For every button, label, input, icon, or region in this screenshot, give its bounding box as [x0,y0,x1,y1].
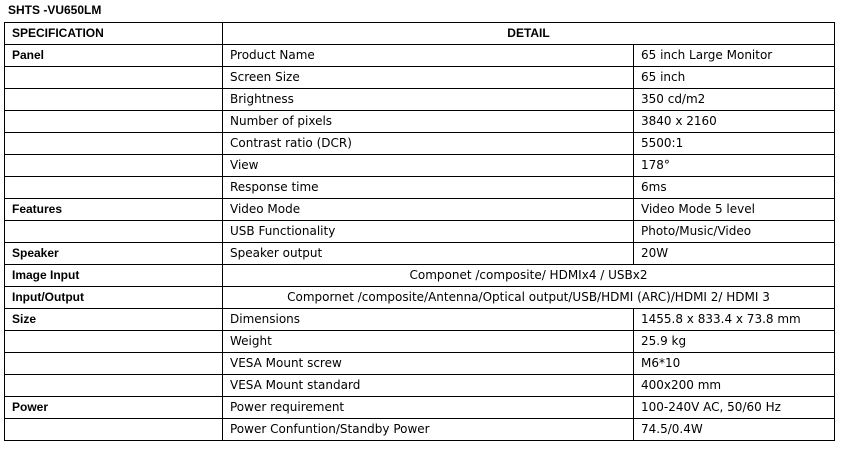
category-cell [5,419,223,441]
item-value-cell: 400x200 mm [634,375,835,397]
item-name-cell: View [223,155,634,177]
table-row [5,353,835,375]
item-value-cell: M6*10 [634,353,835,375]
spec-table [4,22,835,441]
item-name-cell: Power Confuntion/Standby Power [223,419,634,441]
category-cell: Image Input [5,265,223,287]
table-row [5,199,835,221]
table-body [5,45,835,441]
detail-span-cell: Componet /composite/ HDMIx4 / USBx2 [223,265,835,287]
table-row [5,155,835,177]
item-value-cell: 25.9 kg [634,331,835,353]
item-name-cell: Power requirement [223,397,634,419]
item-name-cell: Video Mode [223,199,634,221]
item-name-cell: USB Functionality [223,221,634,243]
item-name-cell: Dimensions [223,309,634,331]
table-row [5,287,835,309]
table-row [5,221,835,243]
category-cell: Size [5,309,223,331]
table-row [5,309,835,331]
category-cell [5,177,223,199]
table-header-row [5,23,835,45]
detail-span-cell: Compornet /composite/Antenna/Optical output/USB/HDMI (ARC)/HDMI 2/ HDMI 3 [223,287,835,309]
item-value-cell: 20W [634,243,835,265]
document-title: SHTS -VU650LM [8,3,102,17]
category-cell: Input/Output [5,287,223,309]
item-name-cell: Number of pixels [223,111,634,133]
table-row [5,45,835,67]
item-name-cell: Response time [223,177,634,199]
category-cell [5,133,223,155]
item-value-cell: 65 inch Large Monitor [634,45,835,67]
category-cell [5,67,223,89]
header-detail: DETAIL [223,23,835,45]
item-name-cell: VESA Mount screw [223,353,634,375]
item-name-cell: Product Name [223,45,634,67]
table-row [5,331,835,353]
table-row [5,133,835,155]
item-name-cell: Speaker output [223,243,634,265]
table-row [5,265,835,287]
item-value-cell: Photo/Music/Video [634,221,835,243]
item-name-cell: Brightness [223,89,634,111]
category-cell [5,111,223,133]
category-cell [5,375,223,397]
category-cell: Panel [5,45,223,67]
table-row [5,419,835,441]
header-specification: SPECIFICATION [5,23,223,45]
category-cell: Power [5,397,223,419]
category-cell: Features [5,199,223,221]
table-row [5,243,835,265]
item-value-cell: 74.5/0.4W [634,419,835,441]
item-name-cell: Contrast ratio (DCR) [223,133,634,155]
item-value-cell: 100-240V AC, 50/60 Hz [634,397,835,419]
table-row [5,111,835,133]
item-value-cell: Video Mode 5 level [634,199,835,221]
table-row [5,375,835,397]
table-row [5,397,835,419]
category-cell [5,353,223,375]
item-name-cell: Weight [223,331,634,353]
table-row [5,67,835,89]
category-cell [5,331,223,353]
item-value-cell: 6ms [634,177,835,199]
category-cell: Speaker [5,243,223,265]
item-value-cell: 65 inch [634,67,835,89]
item-value-cell: 5500:1 [634,133,835,155]
table-row [5,177,835,199]
item-value-cell: 350 cd/m2 [634,89,835,111]
item-value-cell: 3840 x 2160 [634,111,835,133]
category-cell [5,221,223,243]
item-value-cell: 178° [634,155,835,177]
category-cell [5,89,223,111]
item-value-cell: 1455.8 x 833.4 x 73.8 mm [634,309,835,331]
item-name-cell: VESA Mount standard [223,375,634,397]
table-row [5,89,835,111]
item-name-cell: Screen Size [223,67,634,89]
category-cell [5,155,223,177]
